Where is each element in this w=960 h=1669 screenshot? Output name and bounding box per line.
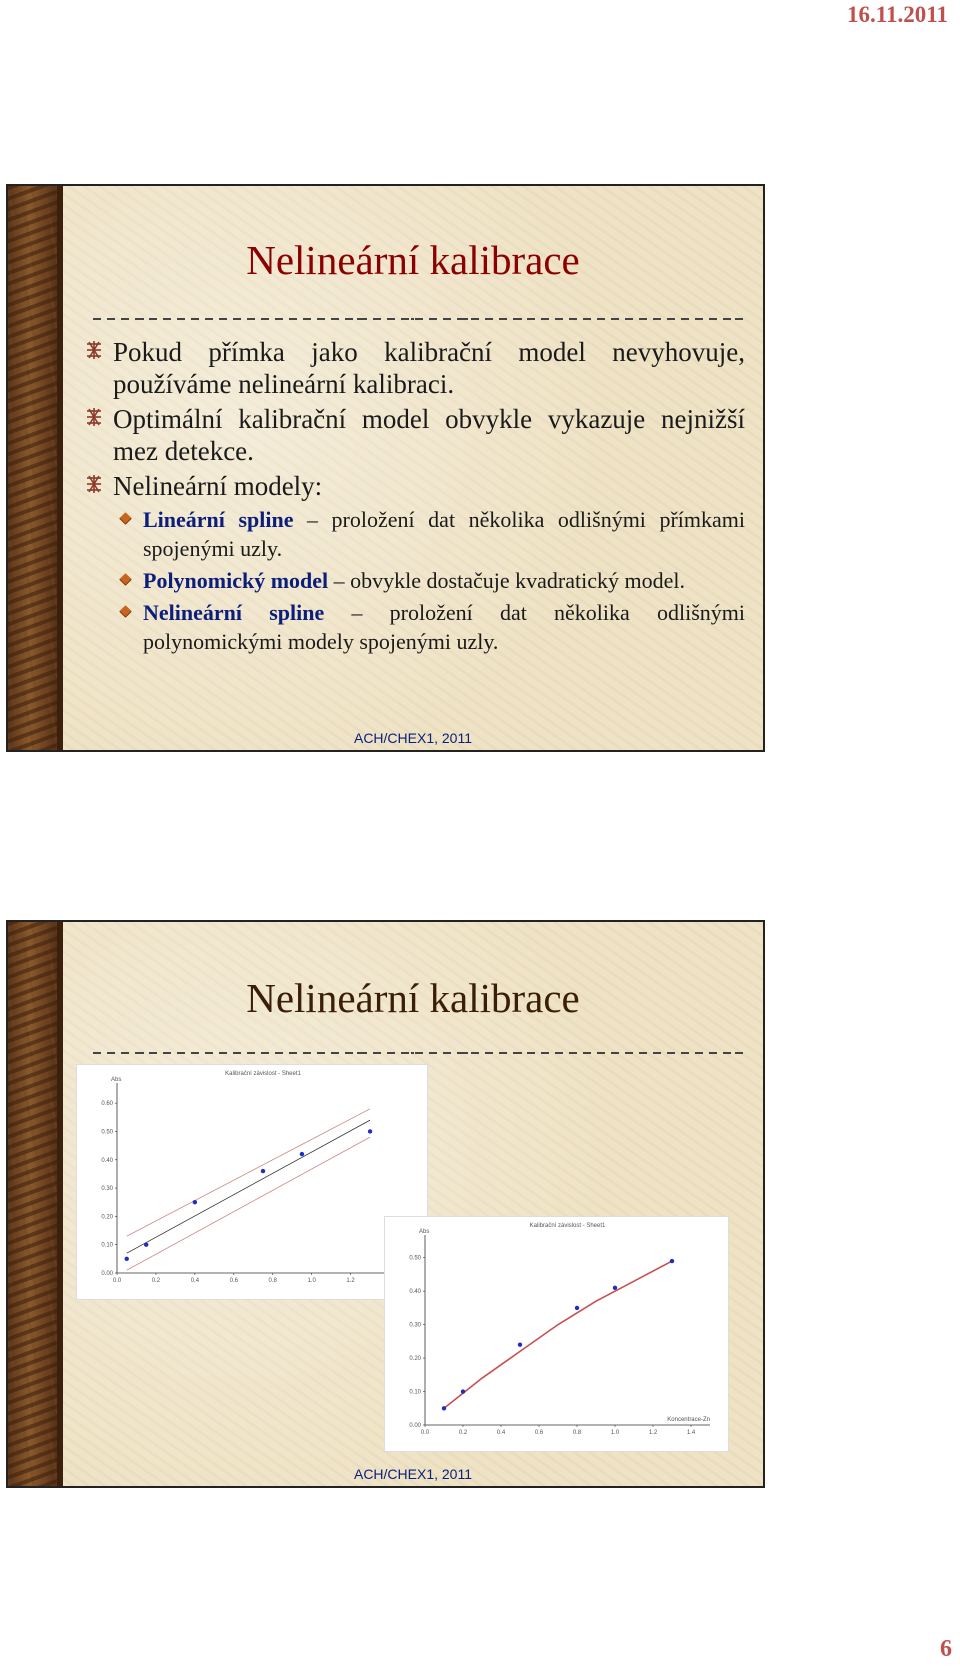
- data-point: [442, 1406, 446, 1410]
- chart-title: Kalibrační závislost - Sheet1: [225, 1071, 301, 1077]
- x-tick-label: 0.0: [420, 1430, 430, 1436]
- y-tick-label: 0.00: [409, 1423, 421, 1429]
- x-tick-label: 1.2: [648, 1430, 658, 1436]
- sub-bullet-item: [113, 598, 745, 656]
- slide-footer: ACH/CHEX1, 2011: [353, 1466, 472, 1482]
- sub-bullet-text: – proložení dat několika odlišnými přímkami spojenými uzly.: [143, 507, 745, 561]
- sub-bullet-item: [113, 566, 745, 595]
- x-tick-label: 0.2: [151, 1278, 161, 1284]
- y-tick-label: 0.20: [101, 1214, 113, 1221]
- bullet-item: [83, 470, 745, 502]
- y-axis-label: Abs: [419, 1229, 430, 1235]
- title-divider: [93, 1048, 743, 1058]
- slide-title: Nelineární kalibrace: [246, 237, 580, 283]
- linear-spline-chart: [76, 1064, 428, 1300]
- x-tick-label: 0.4: [496, 1430, 506, 1436]
- page-date: 16.11.2011: [847, 2, 948, 27]
- x-tick-label: 1.0: [307, 1278, 316, 1284]
- data-point: [125, 1257, 129, 1261]
- y-tick-label: 0.10: [101, 1242, 113, 1249]
- y-axis-label: Abs: [111, 1077, 122, 1083]
- y-tick-label: 0.50: [409, 1255, 421, 1262]
- x-axis-label: Koncentrace-Zn: [667, 1417, 710, 1423]
- data-point: [461, 1389, 465, 1393]
- diamond-bullet-icon: [119, 605, 132, 618]
- bullet-text: Pokud přímka jako kalibrační model nevyhovuje, používáme nelineární kalibraci.: [113, 337, 745, 399]
- chart-svg: [77, 1065, 430, 1299]
- x-tick-label: 0.6: [534, 1430, 544, 1436]
- slide-2: [6, 920, 765, 1488]
- data-point: [144, 1242, 148, 1246]
- sub-bullet-term: Polynomický model: [143, 568, 329, 593]
- fit-line: [127, 1120, 370, 1253]
- bullet-text: Optimální kalibrační model obvykle vykazuje nejnižší mez detekce.: [113, 404, 745, 466]
- sub-bullet-item: [113, 505, 745, 563]
- sub-bullet-text: – proložení dat několika odlišnými polynomickými modely spojenými uzly.: [143, 600, 745, 654]
- y-tick-label: 0.40: [409, 1289, 421, 1296]
- sub-bullet-text: – obvykle dostačuje kvadratický model.: [328, 568, 685, 593]
- x-tick-label: 1.2: [346, 1278, 355, 1284]
- data-point: [670, 1259, 674, 1263]
- diamond-bullet-icon: [119, 512, 132, 525]
- data-point: [575, 1306, 579, 1310]
- bullet-item: [83, 336, 745, 400]
- slide-footer: ACH/CHEX1, 2011: [353, 730, 472, 746]
- data-point: [518, 1343, 522, 1347]
- x-tick-label: 0.8: [572, 1430, 582, 1436]
- x-tick-label: 1.0: [610, 1430, 620, 1436]
- bullet-star-icon: [85, 340, 103, 360]
- y-tick-label: 0.10: [409, 1389, 421, 1396]
- x-tick-label: 0.4: [190, 1278, 200, 1284]
- confidence-band-upper: [127, 1109, 370, 1236]
- nonlinear-spline-chart: [384, 1216, 729, 1452]
- bullet-star-icon: [85, 407, 103, 427]
- data-point: [300, 1152, 304, 1156]
- decorative-strip: [8, 186, 63, 750]
- confidence-band-lower: [127, 1137, 370, 1270]
- y-tick-label: 0.20: [409, 1356, 421, 1363]
- chart-svg: [385, 1217, 728, 1451]
- x-tick-label: 0.0: [112, 1278, 122, 1284]
- slide-title: Nelineární kalibrace: [246, 975, 580, 1021]
- x-tick-label: 0.8: [268, 1278, 277, 1284]
- diamond-bullet-icon: [119, 573, 132, 586]
- slide-1: [6, 184, 765, 752]
- x-tick-label: 0.6: [229, 1278, 238, 1284]
- slide-content: [83, 336, 745, 656]
- title-divider: [93, 314, 743, 324]
- sub-bullet-term: Nelineární spline: [143, 600, 325, 625]
- bullet-text: Nelineární modely:: [113, 471, 323, 501]
- y-tick-label: 0.60: [101, 1101, 113, 1108]
- bullet-star-icon: [85, 474, 103, 494]
- y-tick-label: 0.50: [101, 1129, 113, 1136]
- y-tick-label: 0.40: [101, 1157, 113, 1164]
- data-point: [261, 1169, 265, 1173]
- y-tick-label: 0.00: [101, 1271, 113, 1277]
- chart-title: Kalibrační závislost - Sheet1: [529, 1223, 606, 1229]
- y-tick-label: 0.30: [101, 1186, 113, 1193]
- bullet-item: [83, 403, 745, 467]
- page-number: 6: [940, 1636, 952, 1662]
- sub-bullet-term: Lineární spline: [143, 507, 294, 532]
- data-point: [613, 1286, 617, 1290]
- x-tick-label: 1.4: [686, 1430, 696, 1436]
- fit-line: [444, 1261, 672, 1408]
- data-point: [368, 1129, 372, 1133]
- data-point: [193, 1200, 197, 1204]
- y-tick-label: 0.30: [409, 1322, 421, 1329]
- decorative-strip: [8, 922, 63, 1486]
- x-tick-label: 0.2: [458, 1430, 468, 1436]
